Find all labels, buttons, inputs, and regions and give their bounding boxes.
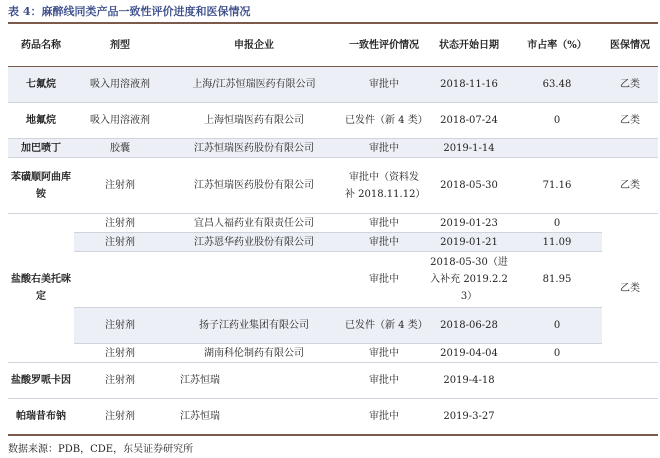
table-row bbox=[8, 233, 658, 252]
drug-name: 苯磺顺阿曲库铵 bbox=[8, 158, 74, 214]
table-row bbox=[8, 139, 658, 158]
table-row bbox=[8, 344, 658, 363]
applicant: 江苏恒瑞医药股份有限公司 bbox=[166, 158, 342, 214]
status-date: 2019-04-04 bbox=[426, 344, 512, 363]
status-date: 2019-4-18 bbox=[426, 363, 512, 399]
status-date: 2018-05-30（进入补充 2019.2.23） bbox=[426, 252, 512, 308]
table-row bbox=[8, 214, 658, 233]
applicant: 湖南科伦制药有限公司 bbox=[166, 344, 342, 363]
market-share: 81.95 bbox=[512, 252, 602, 308]
applicant: 江苏恒瑞 bbox=[166, 363, 342, 399]
dosage-form: 吸入用溶液剂 bbox=[74, 67, 166, 103]
consistency-status: 审批中（资料发补 2018.11.12） bbox=[342, 158, 426, 214]
dosage-form: 吸入用溶液剂 bbox=[74, 103, 166, 139]
applicant: 江苏恒瑞 bbox=[166, 399, 342, 435]
insurance-status bbox=[602, 139, 658, 158]
header-applicant: 申报企业 bbox=[166, 23, 342, 67]
dosage-form: 注射剂 bbox=[74, 233, 166, 252]
status-date: 2018-07-24 bbox=[426, 103, 512, 139]
dosage-form: 注射剂 bbox=[74, 363, 166, 399]
market-share: 0 bbox=[512, 344, 602, 363]
header-insurance: 医保情况 bbox=[602, 23, 658, 67]
table-header-row bbox=[8, 23, 658, 67]
header-dosage-form: 剂型 bbox=[74, 23, 166, 67]
table-row bbox=[8, 252, 658, 308]
market-share: 63.48 bbox=[512, 67, 602, 103]
applicant bbox=[166, 252, 342, 308]
dosage-form: 注射剂 bbox=[74, 308, 166, 344]
consistency-status: 已发件（新 4 类） bbox=[342, 308, 426, 344]
header-market-share: 市占率（%） bbox=[512, 23, 602, 67]
status-date: 2018-11-16 bbox=[426, 67, 512, 103]
table-row bbox=[8, 158, 658, 214]
dosage-form: 胶囊 bbox=[74, 139, 166, 158]
market-share: 71.16 bbox=[512, 158, 602, 214]
dosage-form: 注射剂 bbox=[74, 399, 166, 435]
consistency-evaluation-table bbox=[8, 22, 658, 436]
consistency-status: 审批中 bbox=[342, 233, 426, 252]
insurance-status: 乙类 bbox=[602, 158, 658, 214]
dosage-form: 注射剂 bbox=[74, 344, 166, 363]
insurance-status: 乙类 bbox=[602, 214, 658, 363]
consistency-status: 已发件（新 4 类） bbox=[342, 103, 426, 139]
drug-name: 加巴喷丁 bbox=[8, 139, 74, 158]
dosage-form: 注射剂 bbox=[74, 214, 166, 233]
status-date: 2019-1-14 bbox=[426, 139, 512, 158]
consistency-status: 审批中 bbox=[342, 399, 426, 435]
consistency-status: 审批中 bbox=[342, 139, 426, 158]
header-drug-name: 药品名称 bbox=[8, 23, 74, 67]
market-share bbox=[512, 363, 602, 399]
market-share: 0 bbox=[512, 214, 602, 233]
applicant: 上海恒瑞医药有限公司 bbox=[166, 103, 342, 139]
drug-name: 盐酸右美托咪定 bbox=[8, 214, 74, 363]
status-date: 2019-01-21 bbox=[426, 233, 512, 252]
status-date: 2019-01-23 bbox=[426, 214, 512, 233]
drug-name: 盐酸罗哌卡因 bbox=[8, 363, 74, 399]
applicant: 扬子江药业集团有限公司 bbox=[166, 308, 342, 344]
status-date: 2018-05-30 bbox=[426, 158, 512, 214]
consistency-status: 审批中 bbox=[342, 344, 426, 363]
status-date: 2018-06-28 bbox=[426, 308, 512, 344]
applicant: 宜昌人福药业有限责任公司 bbox=[166, 214, 342, 233]
status-date: 2019-3-27 bbox=[426, 399, 512, 435]
applicant: 上海/江苏恒瑞医药有限公司 bbox=[166, 67, 342, 103]
header-status-date: 状态开始日期 bbox=[426, 23, 512, 67]
table-row bbox=[8, 399, 658, 435]
table-row bbox=[8, 103, 658, 139]
drug-name: 地氟烷 bbox=[8, 103, 74, 139]
market-share bbox=[512, 399, 602, 435]
header-consistency-status: 一致性评价情况 bbox=[342, 23, 426, 67]
insurance-status: 乙类 bbox=[602, 67, 658, 103]
data-source-note: 数据来源：PDB，CDE，东吴证券研究所 bbox=[8, 444, 194, 455]
market-share: 0 bbox=[512, 103, 602, 139]
consistency-status: 审批中 bbox=[342, 252, 426, 308]
applicant: 江苏恒瑞医药股份有限公司 bbox=[166, 139, 342, 158]
table-container bbox=[8, 22, 658, 436]
applicant: 江苏恩华药业股份有限公司 bbox=[166, 233, 342, 252]
drug-name: 七氟烷 bbox=[8, 67, 74, 103]
dosage-form bbox=[74, 252, 166, 308]
market-share: 11.09 bbox=[512, 233, 602, 252]
dosage-form: 注射剂 bbox=[74, 158, 166, 214]
insurance-status: 乙类 bbox=[602, 103, 658, 139]
consistency-status: 审批中 bbox=[342, 67, 426, 103]
table-row bbox=[8, 308, 658, 344]
table-caption: 表 4：麻醉线同类产品一致性评价进度和医保情况 bbox=[8, 5, 251, 18]
insurance-status bbox=[602, 363, 658, 399]
consistency-status: 审批中 bbox=[342, 363, 426, 399]
market-share bbox=[512, 139, 602, 158]
market-share: 0 bbox=[512, 308, 602, 344]
table-row bbox=[8, 67, 658, 103]
consistency-status: 审批中 bbox=[342, 214, 426, 233]
drug-name: 帕瑞昔布钠 bbox=[8, 399, 74, 435]
insurance-status bbox=[602, 399, 658, 435]
table-row bbox=[8, 363, 658, 399]
